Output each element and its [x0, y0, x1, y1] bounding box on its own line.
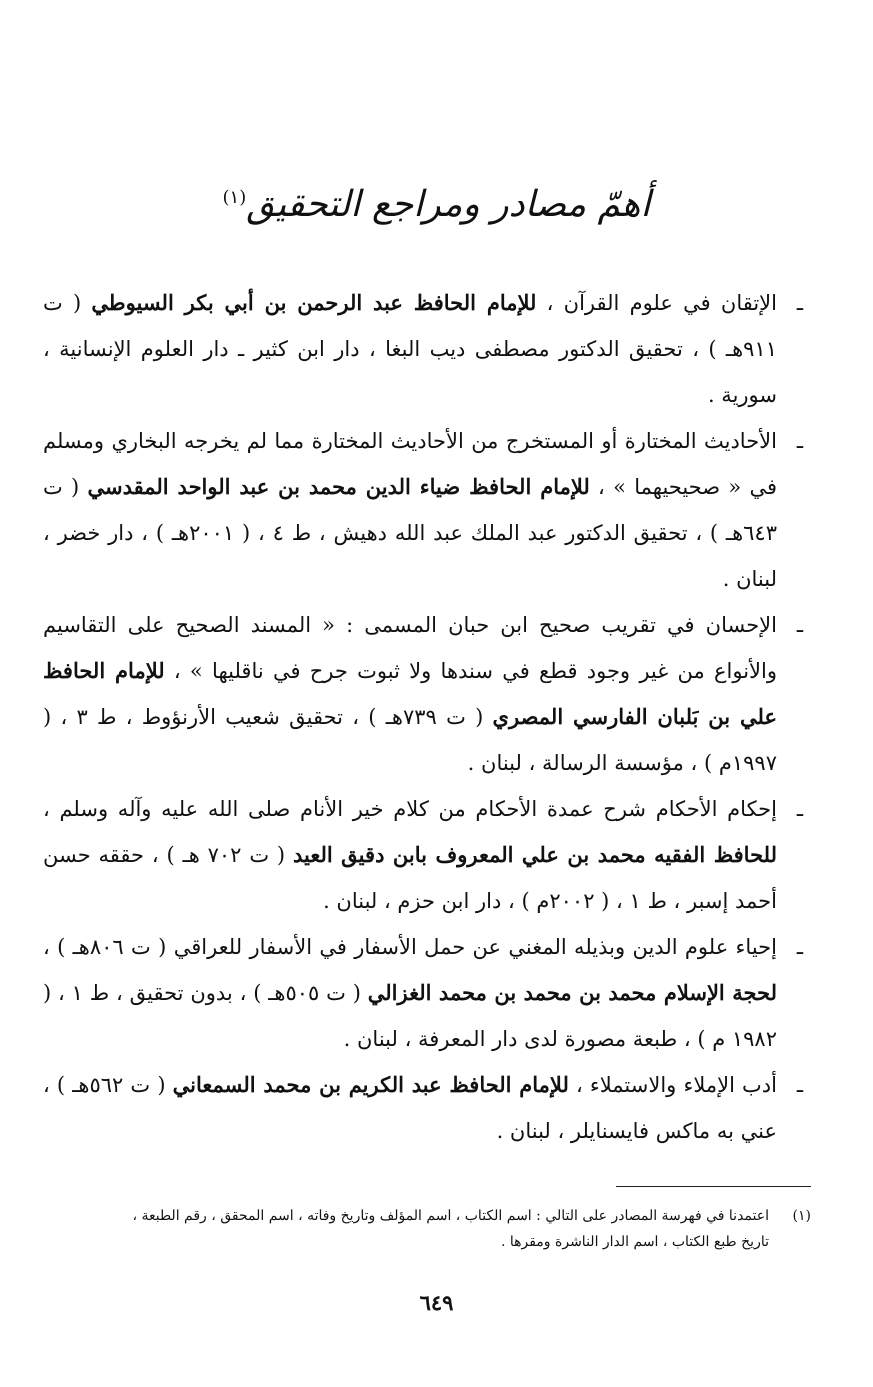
title-text: أهمّ مصادر ومراجع التحقيق — [246, 184, 651, 225]
page-number: ٦٤٩ — [419, 1290, 454, 1315]
entry-details: ( ت ٦٤٣هـ ) ، تحقيق الدكتور عبد الملك عبد الله دهيش ، ط ٤ ، ( ٢٠٠١هـ ) ، دار خضر ، لبنان . — [43, 475, 777, 591]
footnote-number: (١) — [792, 1208, 811, 1224]
entry-book-title: الإحسان في تقريب صحيح ابن حبان المسمى : « المسند الصحيح على التقاسيم والأنواع من غير وجود قطع في سندها ولا ثبوت جرح في ناقليها » ، — [43, 613, 777, 683]
entry-dash: ـ — [796, 935, 803, 959]
entry-author: للإمام الحافظ ضياء الدين محمد بن عبد الواحد المقدسي — [87, 474, 590, 499]
reference-entry — [43, 602, 803, 786]
entry-details: ( ت ٧٣٩هـ ) ، تحقيق شعيب الأرنؤوط ، ط ٣ ، ( ١٩٩٧م ) ، مؤسسة الرسالة ، لبنان . — [43, 705, 777, 775]
entry-details: ( ت ٥٠٥هـ ) ، بدون تحقيق ، ط ١ ، ( ١٩٨٢ م ) ، طبعة مصورة لدى دار المعرفة ، لبنان . — [43, 981, 777, 1051]
entry-dash: ـ — [796, 797, 803, 821]
reference-entry — [43, 786, 803, 924]
entry-author: للإمام الحافظ عبد الرحمن بن أبي بكر السيوطي — [91, 290, 537, 315]
entry-book-title: الإتقان في علوم القرآن ، — [536, 291, 777, 315]
entry-book-title: إحياء علوم الدين وبذيله المغني عن حمل الأسفار في الأسفار للعراقي ( ت ٨٠٦هـ ) ، — [43, 935, 777, 959]
entry-dash: ـ — [796, 1073, 803, 1097]
references-list — [43, 280, 803, 1154]
title-footnote-marker: (١) — [222, 187, 247, 208]
reference-entry — [43, 1062, 803, 1154]
entry-details: ( ت ٩١١هـ ) ، تحقيق الدكتور مصطفى ديب البغا ، دار ابن كثير ـ دار العلوم الإنسانية ، سورية . — [43, 291, 777, 407]
entry-author: للإمام الحافظ علي بن بَلبان الفارسي المصري — [43, 658, 777, 729]
reference-entry — [43, 924, 803, 1062]
footnote-text-2: تاريخ طبع الكتاب ، اسم الدار الناشرة ومقرها . — [500, 1234, 769, 1250]
entry-dash: ـ — [796, 291, 803, 315]
entry-author: لحجة الإسلام محمد بن محمد بن محمد الغزالي — [367, 980, 777, 1005]
entry-dash: ـ — [796, 613, 803, 637]
entry-details: ( ت ٧٠٢ هـ ) ، حققه حسن أحمد إسبر ، ط ١ ، ( ٢٠٠٢م ) ، دار ابن حزم ، لبنان . — [43, 843, 777, 913]
footnote — [31, 1203, 811, 1255]
entry-dash: ـ — [796, 429, 803, 453]
reference-entry — [43, 280, 803, 418]
entry-details: ( ت ٥٦٢هـ ) ، عني به ماكس فايسنايلر ، لبنان . — [43, 1073, 777, 1143]
footnote-text-1: اعتمدنا في فهرسة المصادر على التالي : اسم الكتاب ، اسم المؤلف وتاريخ وفاته ، اسم المحقق ، رقم الطبعة ، — [132, 1208, 769, 1224]
entry-book-title: أدب الإملاء والاستملاء ، — [568, 1073, 777, 1097]
entry-book-title: الأحاديث المختارة أو المستخرج من الأحاديث المختارة مما لم يخرجه البخاري ومسلم في « صحيحيهما » ، — [43, 429, 777, 499]
entry-book-title: إحكام الأحكام شرح عمدة الأحكام من كلام خير الأنام صلى الله عليه وآله وسلم ، — [43, 797, 777, 821]
entry-author: للإمام الحافظ عبد الكريم بن محمد السمعاني — [172, 1072, 569, 1097]
footnote-separator — [616, 1186, 811, 1187]
page-title — [0, 168, 873, 235]
footnote-line-1 — [31, 1203, 811, 1229]
entry-author: للحافظ الفقيه محمد بن علي المعروف بابن دقيق العيد — [292, 842, 777, 867]
reference-entry — [43, 418, 803, 602]
